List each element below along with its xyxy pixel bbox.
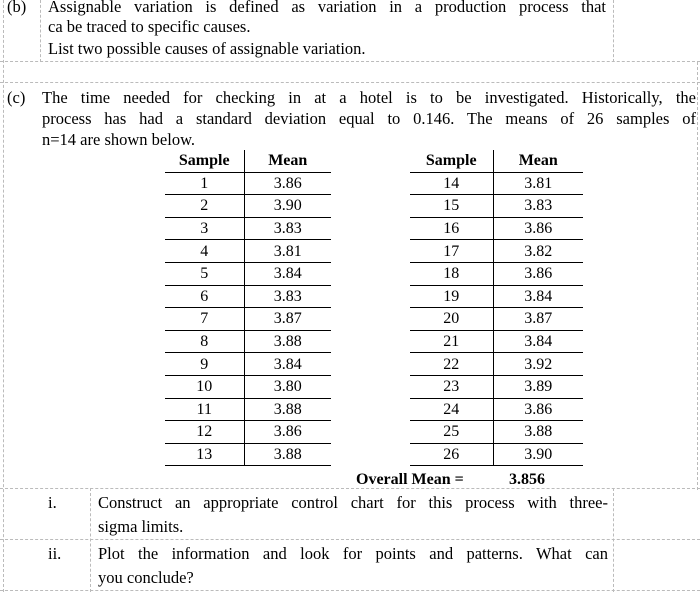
sample-number-cell: 10	[165, 375, 244, 398]
sample-number-cell: 5	[165, 262, 244, 285]
sample-number-cell: 16	[410, 217, 493, 240]
sample-mean-cell: 3.81	[493, 172, 583, 195]
sample-number-cell: 19	[410, 285, 493, 308]
table-row	[165, 285, 331, 308]
table-row	[410, 240, 583, 263]
table-row	[165, 262, 331, 285]
sample-mean-cell: 3.84	[493, 285, 583, 308]
sample-number-cell: 18	[410, 262, 493, 285]
sample-mean-cell: 3.84	[244, 353, 331, 376]
sample-number-cell: 6	[165, 285, 244, 308]
part-b-label: (b)	[7, 0, 27, 16]
table-row	[165, 421, 331, 444]
table-row	[165, 172, 331, 195]
sample-number-cell: 15	[410, 195, 493, 218]
sample-number-cell: 17	[410, 240, 493, 263]
table-row	[165, 375, 331, 398]
sample-mean-cell: 3.83	[244, 285, 331, 308]
part-b-line2: ca be traced to specific causes.	[48, 17, 251, 36]
question-2-number: ii.	[48, 544, 62, 563]
part-c-line1: The time needed for checking in at a hotel is to be investigated. Historically, the	[42, 88, 696, 107]
sample-mean-cell: 3.83	[244, 217, 331, 240]
sample-mean-cell: 3.88	[244, 398, 331, 421]
sample-mean-cell: 3.83	[493, 195, 583, 218]
table-row	[165, 240, 331, 263]
sample-mean-cell: 3.84	[244, 262, 331, 285]
table-row	[410, 330, 583, 353]
sample-number-cell: 12	[165, 421, 244, 444]
table-row	[410, 398, 583, 421]
sample-number-cell: 22	[410, 353, 493, 376]
sample-number-cell: 21	[410, 330, 493, 353]
sample-mean-cell: 3.89	[493, 375, 583, 398]
sample-mean-cell: 3.86	[244, 421, 331, 444]
table-row	[410, 308, 583, 331]
table-row	[165, 398, 331, 421]
overall-mean-value: 3.856	[509, 471, 545, 488]
sample-table-left	[165, 150, 331, 466]
sample-number-cell: 23	[410, 375, 493, 398]
table-row	[410, 353, 583, 376]
part-c-line2: process has had a standard deviation equal to 0.146. The means of 26 samples of	[42, 109, 696, 128]
part-c-line3: n=14 are shown below.	[42, 130, 196, 149]
sample-mean-cell: 3.87	[493, 308, 583, 331]
sample-mean-cell: 3.86	[493, 217, 583, 240]
sample-number-cell: 7	[165, 308, 244, 331]
question-2-line1: Plot the information and look for points and patterns. What can	[98, 544, 608, 563]
table-row	[410, 195, 583, 218]
sample-number-cell: 20	[410, 308, 493, 331]
sample-number-cell: 4	[165, 240, 244, 263]
sample-number-cell: 1	[165, 172, 244, 195]
part-b-line1: Assignable variation is defined as variation in a production process that	[48, 0, 606, 16]
sample-number-cell: 25	[410, 421, 493, 444]
sample-mean-cell: 3.88	[493, 421, 583, 444]
sample-number-cell: 24	[410, 398, 493, 421]
question-1-line2: sigma limits.	[98, 517, 184, 536]
table-row	[410, 421, 583, 444]
part-b-line3: List two possible causes of assignable variation.	[48, 39, 366, 58]
table-row	[410, 172, 583, 195]
table-row	[410, 262, 583, 285]
sample-table-right	[410, 150, 583, 466]
sample-number-cell: 8	[165, 330, 244, 353]
sample-mean-cell: 3.82	[493, 240, 583, 263]
sample-mean-cell: 3.86	[493, 262, 583, 285]
sample-number-cell: 26	[410, 443, 493, 466]
sample-number-cell: 13	[165, 443, 244, 466]
table-row	[410, 285, 583, 308]
table-row	[165, 353, 331, 376]
sample-mean-cell: 3.86	[493, 398, 583, 421]
sample-number-cell: 3	[165, 217, 244, 240]
question-2-line2: you conclude?	[98, 568, 194, 587]
sample-number-cell: 9	[165, 353, 244, 376]
table-row	[410, 443, 583, 466]
sample-mean-cell: 3.90	[493, 443, 583, 466]
table-row	[165, 195, 331, 218]
sample-mean-cell: 3.87	[244, 308, 331, 331]
table-row	[165, 443, 331, 466]
table-row	[165, 330, 331, 353]
table-row	[165, 308, 331, 331]
overall-mean-label: Overall Mean =	[356, 471, 464, 488]
column-header-mean: Mean	[244, 150, 331, 172]
part-c-label: (c)	[7, 88, 26, 107]
column-header-sample: Sample	[410, 150, 493, 172]
sample-number-cell: 2	[165, 195, 244, 218]
sample-mean-cell: 3.86	[244, 172, 331, 195]
table-row	[410, 375, 583, 398]
column-header-mean: Mean	[493, 150, 583, 172]
sample-mean-cell: 3.84	[493, 330, 583, 353]
sample-number-cell: 11	[165, 398, 244, 421]
table-row	[165, 217, 331, 240]
sample-mean-cell: 3.81	[244, 240, 331, 263]
question-1-line1: Construct an appropriate control chart for this process with three-	[98, 493, 608, 512]
table-row	[410, 217, 583, 240]
sample-number-cell: 14	[410, 172, 493, 195]
sample-mean-cell: 3.88	[244, 443, 331, 466]
sample-mean-cell: 3.92	[493, 353, 583, 376]
question-1-number: i.	[48, 493, 57, 512]
column-header-sample: Sample	[165, 150, 244, 172]
sample-mean-cell: 3.80	[244, 375, 331, 398]
sample-mean-cell: 3.88	[244, 330, 331, 353]
sample-mean-cell: 3.90	[244, 195, 331, 218]
